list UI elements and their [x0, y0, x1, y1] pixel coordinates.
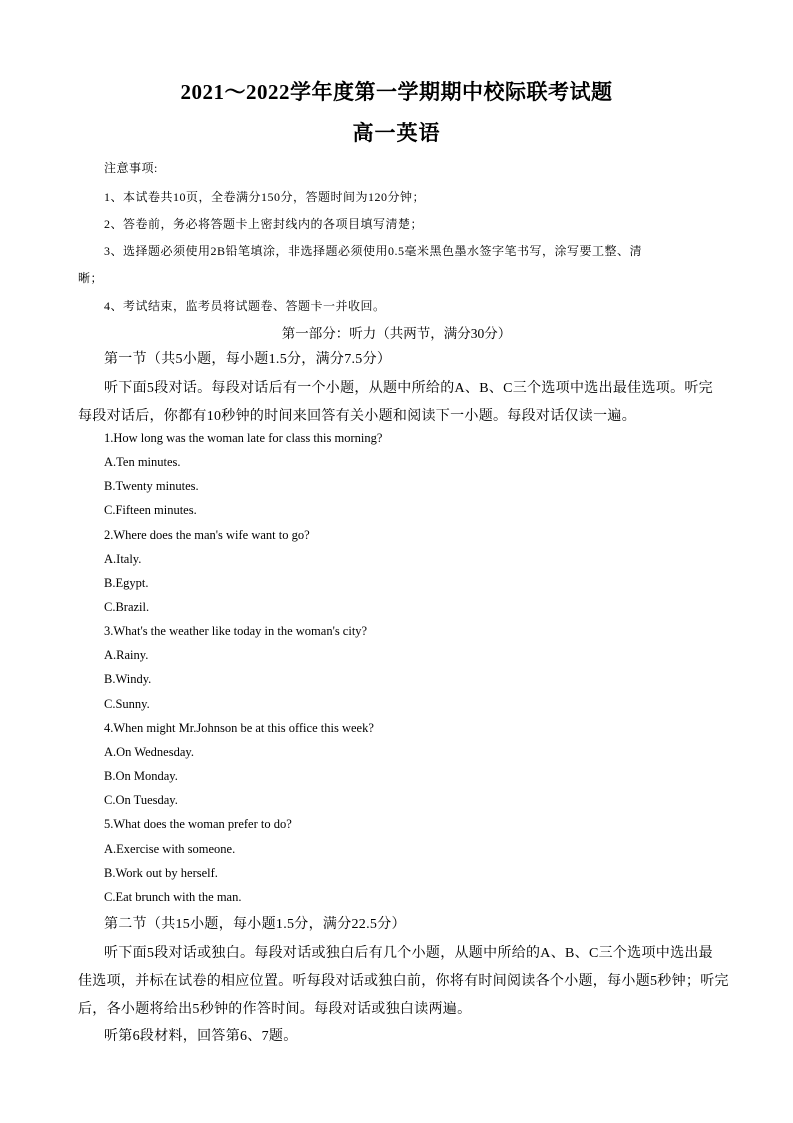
notice-item-3b: 晰；: [78, 271, 104, 285]
page-subtitle: 高一英语: [352, 121, 441, 145]
notice-item-2: 2、答卷前，务必将答题卡上密封线内的各项目填写清楚；: [104, 217, 424, 231]
question-2: 2.Where does the man's wife want to go?: [104, 528, 310, 542]
question-4-option-c: C.On Tuesday.: [104, 793, 178, 807]
question-5-option-b: B.Work out by herself.: [104, 866, 218, 880]
question-4-option-b: B.On Monday.: [104, 769, 178, 783]
question-4: 4.When might Mr.Johnson be at this office this week?: [104, 721, 374, 735]
question-4-option-a: A.On Wednesday.: [104, 745, 194, 759]
notice-item-3a: 3、选择题必须使用2B铅笔填涂，非选择题必须使用0.5毫米黑色墨水签字笔书写，涂写要工整、清: [104, 244, 643, 258]
question-1-option-a: A.Ten minutes.: [104, 455, 181, 469]
section2-intro-line2: 佳选项，并标在试卷的相应位置。听每段对话或独白前，你将有时间阅读各个小题，每小题5秒钟；听完: [78, 974, 729, 989]
page-title: 2021～2022学年度第一学期期中校际联考试题: [180, 80, 613, 104]
section2-note: 听第6段材料，回答第6、7题。: [104, 1029, 298, 1044]
question-3: 3.What's the weather like today in the woman's city?: [104, 624, 368, 638]
notice-item-1: 1、本试卷共10页，全卷满分150分，答题时间为120分钟；: [104, 190, 426, 204]
question-2-option-c: C.Brazil.: [104, 600, 150, 614]
question-3-option-a: A.Rainy.: [104, 648, 149, 662]
notice-heading: 注意事项:: [104, 161, 158, 175]
question-2-option-a: A.Italy.: [104, 552, 142, 566]
part1-heading: 第一部分：听力（共两节，满分30分）: [281, 326, 512, 341]
question-1: 1.How long was the woman late for class this morning?: [104, 431, 383, 445]
question-2-option-b: B.Egypt.: [104, 576, 149, 590]
question-3-option-c: C.Sunny.: [104, 697, 150, 711]
section2-intro-line1: 听下面5段对话或独白。每段对话或独白后有几个小题，从题中所给的A、B、C三个选项中选出最: [104, 946, 713, 961]
question-5: 5.What does the woman prefer to do?: [104, 817, 292, 831]
section1-intro-line1: 听下面5段对话。每段对话后有一个小题，从题中所给的A、B、C三个选项中选出最佳选项。听完: [104, 381, 713, 396]
question-1-option-b: B.Twenty minutes.: [104, 479, 199, 493]
section1-heading: 第一节（共5小题，每小题1.5分，满分7.5分）: [104, 352, 392, 367]
section2-intro-line3: 后，各小题将给出5秒钟的作答时间。每段对话或独白读两遍。: [78, 1002, 472, 1017]
question-5-option-a: A.Exercise with someone.: [104, 842, 236, 856]
question-5-option-c: C.Eat brunch with the man.: [104, 890, 242, 904]
section1-intro-line2: 每段对话后，你都有10秒钟的时间来回答有关小题和阅读下一小题。每段对话仅读一遍。: [78, 409, 636, 424]
section2-heading: 第二节（共15小题，每小题1.5分，满分22.5分）: [104, 917, 406, 932]
question-3-option-b: B.Windy.: [104, 672, 152, 686]
question-1-option-c: C.Fifteen minutes.: [104, 503, 197, 517]
notice-item-4: 4、考试结束，监考员将试题卷、答题卡一并收回。: [104, 299, 386, 313]
